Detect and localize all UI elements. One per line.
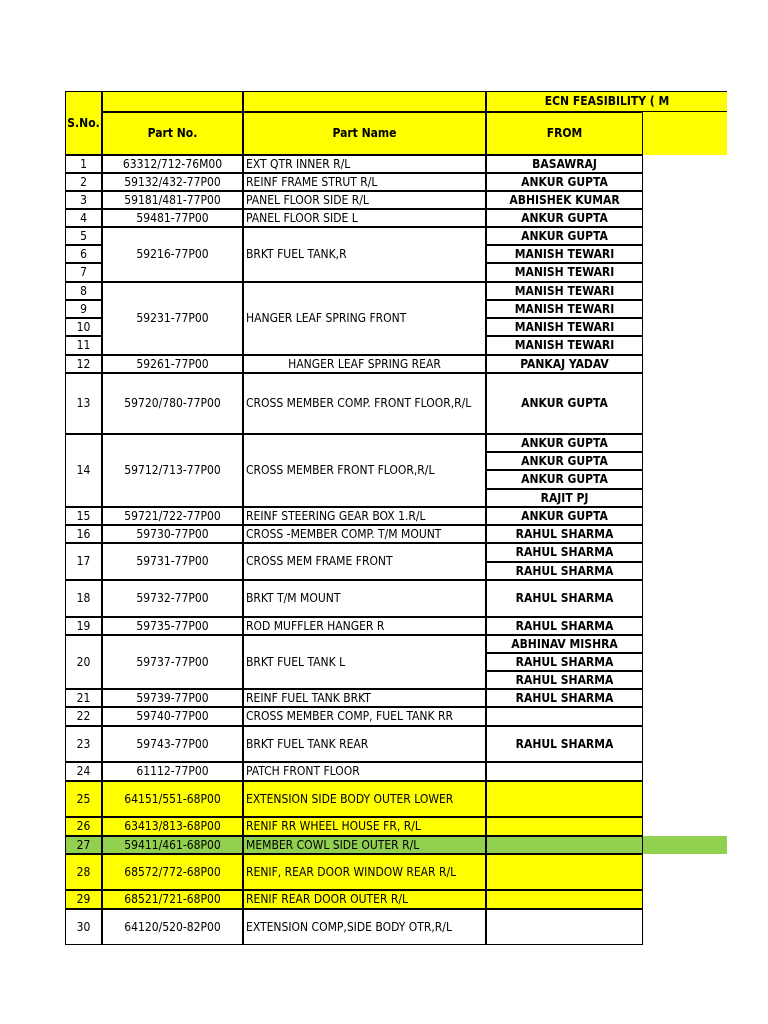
- header-fill: [643, 112, 727, 155]
- cell-part-name: CROSS MEMBER FRONT FLOOR,R/L: [243, 434, 486, 507]
- cell-from: [486, 762, 643, 781]
- header-from: FROM: [486, 112, 643, 155]
- cell-from: RAHUL SHARMA: [486, 671, 643, 689]
- cell-sno: 14: [65, 434, 102, 507]
- cell-part-name: REINF STEERING GEAR BOX 1.R/L: [243, 507, 486, 525]
- header-part-no: Part No.: [102, 112, 243, 155]
- cell-part-no: 59261-77P00: [102, 355, 243, 373]
- cell-sno: 13: [65, 373, 102, 434]
- cell-sno: 18: [65, 580, 102, 617]
- cell-part-name: EXT QTR INNER R/L: [243, 155, 486, 173]
- cell-sno: 15: [65, 507, 102, 525]
- cell-part-name: BRKT T/M MOUNT: [243, 580, 486, 617]
- cell-part-no: 64151/551-68P00: [102, 781, 243, 817]
- cell-from: RAHUL SHARMA: [486, 726, 643, 762]
- cell-sno: 16: [65, 525, 102, 543]
- cell-from: [486, 854, 643, 890]
- cell-part-name: RENIF REAR DOOR OUTER R/L: [243, 890, 486, 909]
- cell-sno: 4: [65, 209, 102, 227]
- cell-sno: 30: [65, 909, 102, 945]
- cell-part-name: PANEL FLOOR SIDE R/L: [243, 191, 486, 209]
- cell-sno: 8: [65, 282, 102, 300]
- cell-part-name: CROSS -MEMBER COMP. T/M MOUNT: [243, 525, 486, 543]
- cell-part-no: 59411/461-68P00: [102, 836, 243, 854]
- cell-part-no: 63312/712-76M00: [102, 155, 243, 173]
- cell-from: BASAWRAJ: [486, 155, 643, 173]
- cell-part-name: EXTENSION SIDE BODY OUTER LOWER: [243, 781, 486, 817]
- cell-part-no: 59737-77P00: [102, 635, 243, 689]
- cell-from: MANISH TEWARI: [486, 263, 643, 282]
- cell-part-no: 59735-77P00: [102, 617, 243, 635]
- cell-part-no: 59740-77P00: [102, 707, 243, 726]
- cell-from: MANISH TEWARI: [486, 300, 643, 318]
- cell-part-name: PATCH FRONT FLOOR: [243, 762, 486, 781]
- cell-from: ABHINAV MISHRA: [486, 635, 643, 653]
- cell-sno: 19: [65, 617, 102, 635]
- cell-from: RAHUL SHARMA: [486, 689, 643, 707]
- cell-part-name: REINF FRAME STRUT R/L: [243, 173, 486, 191]
- cell-from: MANISH TEWARI: [486, 245, 643, 263]
- cell-part-name: PANEL FLOOR SIDE L: [243, 209, 486, 227]
- cell-sno: 5: [65, 227, 102, 245]
- cell-from: ANKUR GUPTA: [486, 173, 643, 191]
- cell-part-name: BRKT FUEL TANK REAR: [243, 726, 486, 762]
- cell-from: ANKUR GUPTA: [486, 373, 643, 434]
- cell-part-name: RENIF RR WHEEL HOUSE FR, R/L: [243, 817, 486, 836]
- cell-from: PANKAJ YADAV: [486, 355, 643, 373]
- cell-from: RAHUL SHARMA: [486, 525, 643, 543]
- cell-sno: 25: [65, 781, 102, 817]
- cell-sno: 12: [65, 355, 102, 373]
- cell-from: ABHISHEK KUMAR: [486, 191, 643, 209]
- cell-sno: 22: [65, 707, 102, 726]
- header-part-name: Part Name: [243, 112, 486, 155]
- cell-from: RAHUL SHARMA: [486, 543, 643, 562]
- cell-from: MANISH TEWARI: [486, 318, 643, 336]
- cell-sno: 2: [65, 173, 102, 191]
- cell-sno: 26: [65, 817, 102, 836]
- row-highlight-fill: [643, 836, 727, 854]
- cell-sno: 11: [65, 336, 102, 355]
- cell-part-name: BRKT FUEL TANK L: [243, 635, 486, 689]
- cell-sno: 20: [65, 635, 102, 689]
- cell-from: [486, 817, 643, 836]
- cell-part-no: 59743-77P00: [102, 726, 243, 762]
- cell-part-no: 59732-77P00: [102, 580, 243, 617]
- header-blank-2: [243, 91, 486, 112]
- cell-from: ANKUR GUPTA: [486, 227, 643, 245]
- cell-from: RAHUL SHARMA: [486, 653, 643, 671]
- cell-part-name: EXTENSION COMP,SIDE BODY OTR,R/L: [243, 909, 486, 945]
- cell-part-no: 59721/722-77P00: [102, 507, 243, 525]
- cell-part-no: 59730-77P00: [102, 525, 243, 543]
- cell-part-name: CROSS MEMBER COMP, FUEL TANK RR: [243, 707, 486, 726]
- cell-part-no: 68521/721-68P00: [102, 890, 243, 909]
- cell-from: [486, 909, 643, 945]
- cell-sno: 1: [65, 155, 102, 173]
- cell-from: MANISH TEWARI: [486, 336, 643, 355]
- cell-sno: 29: [65, 890, 102, 909]
- cell-from: ANKUR GUPTA: [486, 470, 643, 489]
- cell-part-name: CROSS MEMBER COMP. FRONT FLOOR,R/L: [243, 373, 486, 434]
- cell-from: RAJIT PJ: [486, 489, 643, 507]
- cell-part-no: 59739-77P00: [102, 689, 243, 707]
- cell-part-no: 59181/481-77P00: [102, 191, 243, 209]
- cell-part-no: 59216-77P00: [102, 227, 243, 282]
- cell-part-name: CROSS MEM FRAME FRONT: [243, 543, 486, 580]
- cell-part-no: 59712/713-77P00: [102, 434, 243, 507]
- cell-sno: 10: [65, 318, 102, 336]
- cell-sno: 24: [65, 762, 102, 781]
- cell-part-no: 59132/432-77P00: [102, 173, 243, 191]
- header-ecn-feasibility: ECN FEASIBILITY ( M: [486, 91, 727, 112]
- cell-part-no: 59481-77P00: [102, 209, 243, 227]
- cell-sno: 6: [65, 245, 102, 263]
- header-sno: S.No.: [65, 91, 102, 155]
- cell-from: MANISH TEWARI: [486, 282, 643, 300]
- cell-sno: 9: [65, 300, 102, 318]
- cell-part-no: 63413/813-68P00: [102, 817, 243, 836]
- cell-from: ANKUR GUPTA: [486, 209, 643, 227]
- cell-from: [486, 890, 643, 909]
- cell-from: [486, 836, 643, 854]
- cell-from: ANKUR GUPTA: [486, 434, 643, 452]
- cell-part-no: 59731-77P00: [102, 543, 243, 580]
- cell-from: [486, 781, 643, 817]
- cell-sno: 3: [65, 191, 102, 209]
- cell-part-no: 68572/772-68P00: [102, 854, 243, 890]
- header-blank-1: [102, 91, 243, 112]
- cell-part-name: BRKT FUEL TANK,R: [243, 227, 486, 282]
- cell-part-no: 59720/780-77P00: [102, 373, 243, 434]
- cell-from: ANKUR GUPTA: [486, 452, 643, 470]
- cell-sno: 21: [65, 689, 102, 707]
- cell-sno: 23: [65, 726, 102, 762]
- cell-from: RAHUL SHARMA: [486, 562, 643, 580]
- cell-from: RAHUL SHARMA: [486, 617, 643, 635]
- cell-part-no: 59231-77P00: [102, 282, 243, 355]
- cell-part-name: REINF FUEL TANK BRKT: [243, 689, 486, 707]
- cell-from: [486, 707, 643, 726]
- cell-sno: 7: [65, 263, 102, 282]
- cell-from: RAHUL SHARMA: [486, 580, 643, 617]
- cell-part-name: HANGER LEAF SPRING FRONT: [243, 282, 486, 355]
- cell-sno: 17: [65, 543, 102, 580]
- cell-sno: 28: [65, 854, 102, 890]
- cell-part-no: 61112-77P00: [102, 762, 243, 781]
- cell-part-name: HANGER LEAF SPRING REAR: [243, 355, 486, 373]
- cell-part-no: 64120/520-82P00: [102, 909, 243, 945]
- cell-part-name: RENIF, REAR DOOR WINDOW REAR R/L: [243, 854, 486, 890]
- cell-sno: 27: [65, 836, 102, 854]
- cell-from: ANKUR GUPTA: [486, 507, 643, 525]
- cell-part-name: ROD MUFFLER HANGER R: [243, 617, 486, 635]
- cell-part-name: MEMBER COWL SIDE OUTER R/L: [243, 836, 486, 854]
